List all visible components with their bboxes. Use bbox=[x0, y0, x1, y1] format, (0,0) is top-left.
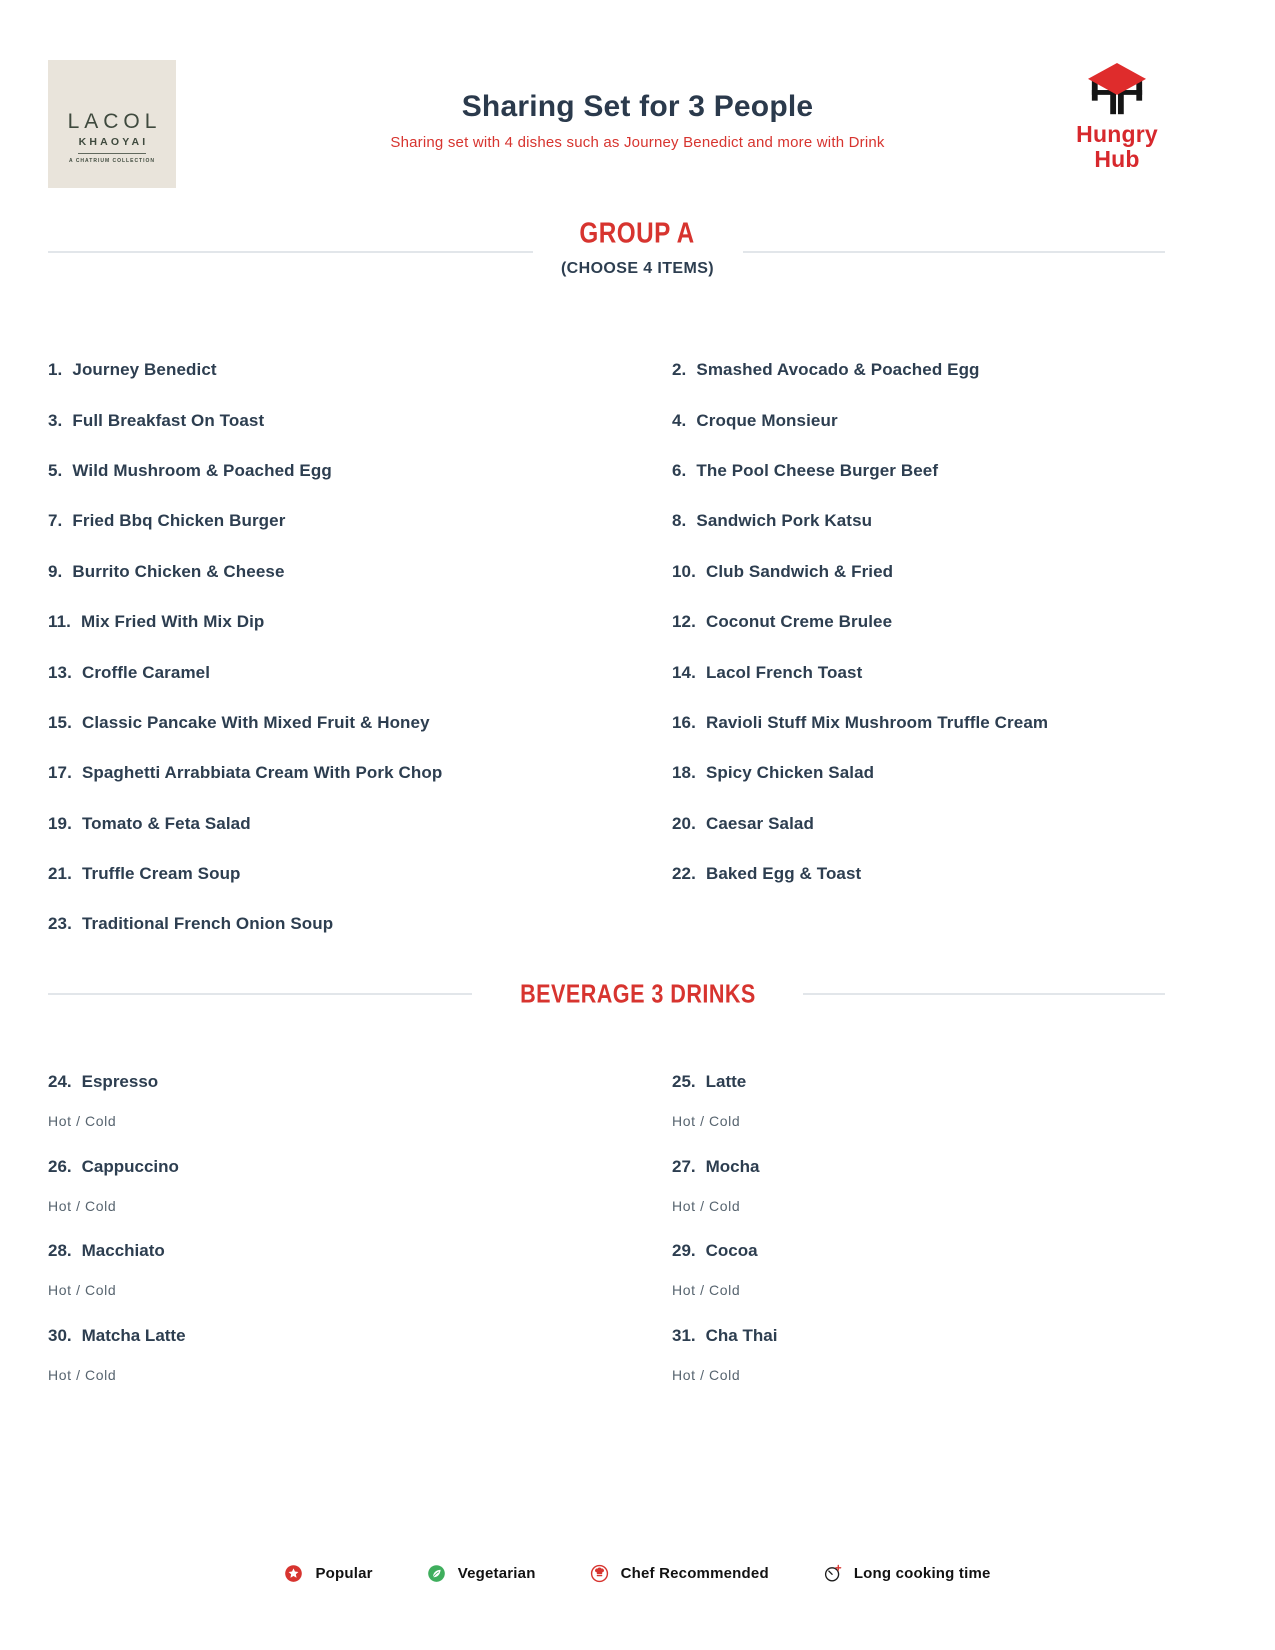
beverage-item-number: 27. bbox=[672, 1156, 696, 1176]
menu-item bbox=[48, 496, 672, 546]
beverage-temperature-note: Hot / Cold bbox=[48, 1366, 117, 1383]
menu-item-name: Baked Egg & Toast bbox=[705, 864, 862, 884]
menu-item bbox=[48, 446, 672, 496]
menu-item-number: 21. bbox=[48, 864, 72, 884]
menu-item-number: 3. bbox=[48, 410, 63, 430]
menu-item bbox=[672, 496, 1220, 546]
menu-item bbox=[48, 395, 672, 445]
menu-item-number: 11. bbox=[48, 612, 71, 632]
vegetarian-icon bbox=[427, 1564, 446, 1583]
legend-item bbox=[823, 1564, 991, 1583]
beverage-item bbox=[48, 1156, 672, 1241]
menu-item-name: Truffle Cream Soup bbox=[81, 864, 241, 884]
menu-item-number: 15. bbox=[48, 712, 72, 732]
beverage-item bbox=[672, 1240, 1220, 1325]
beverage-item-line bbox=[48, 1071, 672, 1093]
long-cooking-time-icon bbox=[823, 1564, 842, 1583]
menu-item-name: Classic Pancake With Mixed Fruit & Honey bbox=[81, 712, 430, 732]
menu-item-number: 17. bbox=[48, 763, 72, 783]
beverage-item-line bbox=[672, 1071, 1220, 1093]
restaurant-tagline: A CHATRIUM COLLECTION bbox=[69, 158, 155, 164]
legend-item bbox=[427, 1564, 536, 1583]
beverage-item bbox=[672, 1325, 1220, 1410]
table-icon bbox=[1086, 62, 1148, 120]
chef-recommended-icon bbox=[590, 1564, 609, 1583]
menu-item-number: 2. bbox=[672, 360, 687, 380]
menu-item-number: 7. bbox=[48, 511, 63, 531]
beverage-temperature-note: Hot / Cold bbox=[672, 1366, 741, 1383]
menu-item-number: 1. bbox=[48, 360, 63, 380]
beverage-item-name: Matcha Latte bbox=[81, 1325, 186, 1345]
menu-item-name: Mix Fried With Mix Dip bbox=[81, 612, 265, 632]
beverage-heading-text: BEVERAGE 3 DRINKS bbox=[519, 980, 756, 1009]
legend bbox=[0, 1559, 1275, 1587]
legend-label: Vegetarian bbox=[457, 1564, 536, 1582]
beverage-temperature-note: Hot / Cold bbox=[48, 1282, 117, 1298]
menu-item-name: Club Sandwich & Fried bbox=[705, 561, 894, 581]
beverage-item-name: Latte bbox=[705, 1072, 747, 1091]
menu-item-name: Burrito Chicken & Cheese bbox=[72, 561, 285, 581]
menu-item bbox=[672, 849, 1220, 899]
beverage-item-number: 31. bbox=[672, 1325, 696, 1345]
group-a-item-list bbox=[48, 345, 1220, 950]
beverage-item-line bbox=[672, 1240, 1220, 1262]
hungry-hub-logo bbox=[1052, 62, 1182, 172]
menu-item-number: 4. bbox=[672, 410, 687, 430]
beverage-item-line bbox=[672, 1156, 1220, 1178]
restaurant-location: KHAOYAI bbox=[78, 136, 149, 148]
beverage-item-number: 30. bbox=[48, 1325, 72, 1345]
group-a-heading bbox=[0, 218, 1275, 249]
beverage-item-number: 24. bbox=[48, 1072, 72, 1091]
menu-item-number: 23. bbox=[48, 914, 72, 934]
menu-item-name: Ravioli Stuff Mix Mushroom Truffle Cream bbox=[705, 712, 1049, 732]
legend-item bbox=[590, 1564, 769, 1583]
beverage-item bbox=[672, 1071, 1220, 1156]
beverage-temperature-note: Hot / Cold bbox=[48, 1197, 117, 1214]
beverage-item-name: Mocha bbox=[705, 1156, 760, 1176]
menu-item-name: Lacol French Toast bbox=[705, 662, 863, 682]
menu-item-number: 20. bbox=[672, 813, 696, 833]
legend-label: Chef Recommended bbox=[620, 1564, 769, 1582]
beverage-item-number: 25. bbox=[672, 1072, 696, 1091]
menu-item-number: 8. bbox=[672, 511, 687, 531]
page-title: Sharing Set for 3 People bbox=[461, 90, 814, 123]
beverage-item bbox=[48, 1240, 672, 1325]
menu-item-number: 16. bbox=[672, 712, 696, 732]
page-subtitle: Sharing set with 4 dishes such as Journey Benedict and more with Drink bbox=[390, 134, 885, 151]
menu-item bbox=[672, 547, 1220, 597]
beverage-item bbox=[48, 1325, 672, 1410]
menu-item-name: Croffle Caramel bbox=[81, 662, 211, 682]
menu-item-number: 22. bbox=[672, 864, 696, 884]
menu-item-name: The Pool Cheese Burger Beef bbox=[696, 460, 939, 480]
menu-item bbox=[48, 899, 672, 949]
menu-item-name: Smashed Avocado & Poached Egg bbox=[696, 360, 980, 380]
popular-icon bbox=[284, 1564, 303, 1583]
menu-item bbox=[48, 345, 672, 395]
legend-label: Popular bbox=[315, 1564, 373, 1582]
menu-item-number: 18. bbox=[672, 763, 696, 783]
menu-item bbox=[672, 395, 1220, 445]
menu-item bbox=[672, 345, 1220, 395]
group-a-subheading-text: (CHOOSE 4 ITEMS) bbox=[560, 260, 715, 277]
menu-item-name: Sandwich Pork Katsu bbox=[696, 511, 873, 531]
menu-item-number: 12. bbox=[672, 612, 696, 632]
menu-item-number: 9. bbox=[48, 561, 63, 581]
beverage-item-line bbox=[48, 1325, 672, 1347]
beverage-temperature-note: Hot / Cold bbox=[672, 1113, 741, 1129]
beverage-item bbox=[672, 1156, 1220, 1241]
menu-item-number: 10. bbox=[672, 561, 696, 581]
menu-item-name: Traditional French Onion Soup bbox=[81, 914, 334, 934]
menu-item-name: Caesar Salad bbox=[705, 813, 814, 833]
menu-item-name: Full Breakfast On Toast bbox=[72, 410, 265, 430]
menu-item bbox=[48, 597, 672, 647]
beverage-item-number: 29. bbox=[672, 1241, 696, 1260]
menu-item bbox=[672, 748, 1220, 798]
menu-item-name: Spaghetti Arrabbiata Cream With Pork Chop bbox=[81, 763, 443, 783]
menu-item-number: 19. bbox=[48, 813, 72, 833]
group-a-subheading bbox=[0, 260, 1275, 278]
menu-item bbox=[672, 647, 1220, 697]
beverage-item-number: 26. bbox=[48, 1156, 72, 1176]
logo-divider bbox=[78, 153, 146, 154]
menu-item-name: Wild Mushroom & Poached Egg bbox=[72, 460, 332, 480]
menu-item-number: 14. bbox=[672, 662, 696, 682]
beverage-item-name: Macchiato bbox=[81, 1241, 165, 1260]
beverage-temperature-note: Hot / Cold bbox=[48, 1113, 117, 1129]
beverage-item-line bbox=[48, 1156, 672, 1178]
beverage-item-name: Espresso bbox=[81, 1072, 159, 1091]
menu-item-name: Croque Monsieur bbox=[696, 410, 838, 430]
menu-item bbox=[48, 748, 672, 798]
beverage-item-name: Cappuccino bbox=[81, 1156, 179, 1176]
brand-name bbox=[1076, 122, 1158, 172]
menu-item-name: Spicy Chicken Salad bbox=[705, 763, 875, 783]
menu-item bbox=[48, 799, 672, 849]
group-a-divider-left bbox=[48, 251, 533, 253]
beverage-item-line bbox=[48, 1240, 672, 1262]
menu-item bbox=[48, 547, 672, 597]
menu-item-name: Coconut Creme Brulee bbox=[705, 612, 893, 632]
beverage-heading bbox=[0, 981, 1275, 1009]
menu-item bbox=[48, 849, 672, 899]
beverage-temperature-note: Hot / Cold bbox=[672, 1197, 741, 1214]
menu-item bbox=[48, 698, 672, 748]
menu-item-name: Fried Bbq Chicken Burger bbox=[72, 511, 286, 531]
menu-item-name: Tomato & Feta Salad bbox=[81, 813, 251, 833]
menu-item bbox=[672, 597, 1220, 647]
beverage-item-name: Cha Thai bbox=[705, 1325, 778, 1345]
group-a-divider-right bbox=[743, 251, 1165, 253]
restaurant-name: LACOL bbox=[67, 110, 162, 133]
beverage-item-name: Cocoa bbox=[705, 1241, 758, 1260]
beverage-item-list bbox=[48, 1071, 1220, 1409]
group-a-heading-text: GROUP A bbox=[579, 217, 696, 249]
menu-item-number: 5. bbox=[48, 460, 63, 480]
menu-item bbox=[672, 799, 1220, 849]
beverage-item-line bbox=[672, 1325, 1220, 1347]
beverage-item-number: 28. bbox=[48, 1241, 72, 1260]
legend-item bbox=[284, 1564, 372, 1583]
menu-item-number: 6. bbox=[672, 460, 687, 480]
beverage-item bbox=[48, 1071, 672, 1156]
menu-item bbox=[48, 647, 672, 697]
menu-item-number: 13. bbox=[48, 662, 72, 682]
menu-item bbox=[672, 446, 1220, 496]
menu-item bbox=[672, 698, 1220, 748]
brand-name-line1: Hungry bbox=[1076, 121, 1158, 147]
beverage-temperature-note: Hot / Cold bbox=[672, 1282, 741, 1298]
legend-label: Long cooking time bbox=[853, 1564, 991, 1582]
menu-item-name: Journey Benedict bbox=[72, 360, 217, 380]
brand-name-line2: Hub bbox=[1094, 146, 1140, 172]
